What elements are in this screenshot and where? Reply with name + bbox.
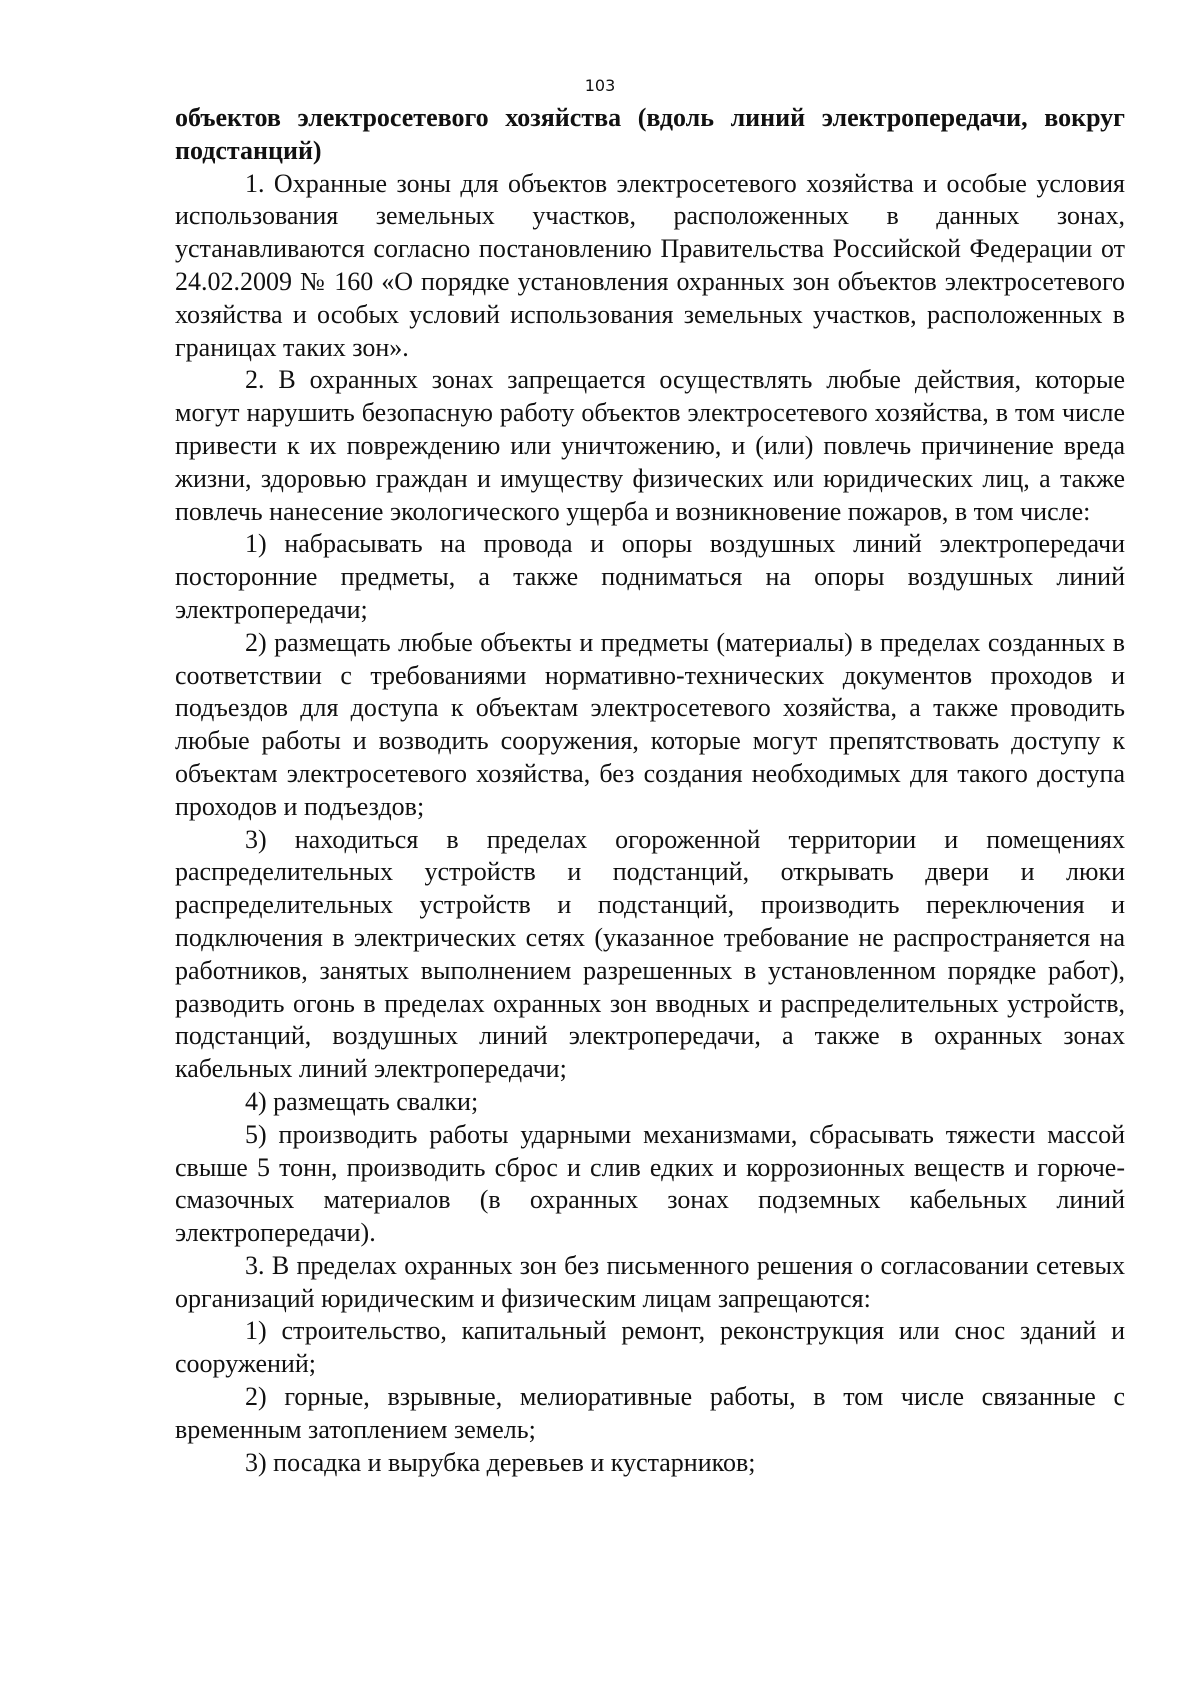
list-item-5: 5) производить работы ударными механизмами, сбрасывать тяжести массой свыше 5 тонн, производить сброс и слив едких и коррозионных веществ и горюче-смазочных материалов (в охранных зонах подземных кабельных линий электропередачи). — [175, 1119, 1125, 1248]
list-item-1: 1) набрасывать на провода и опоры воздушных линий электропередачи посторонние предметы, а также подниматься на опоры воздушных линий электропередачи; — [175, 529, 1125, 624]
document-body — [175, 102, 1125, 1479]
paragraph-3: 3. В пределах охранных зон без письменного решения о согласовании сетевых организаций юридическим и физическим лицам запрещаются: — [175, 1250, 1125, 1313]
list-item-4: 4) размещать свалки; — [245, 1086, 479, 1116]
list-item-3: 3) находиться в пределах огороженной территории и помещениях распределительных устройств и подстанций, открывать двери и люки распределительных устройств и подстанций, производить переключения и подключения в электрических сетях (указанное требование не распространяется на работников, занятых выполнением разрешенных в установленном порядке работ), разводить огонь в пределах охранных зон вводных и распределительных устройств, подстанций, воздушных линий электропередачи, а также в охранных зонах кабельных линий электропередачи; — [175, 824, 1125, 1084]
paragraph-1: 1. Охранные зоны для объектов электросетевого хозяйства и особые условия использования земельных участков, расположенных в данных зонах, устанавливаются согласно постановлению Правительства Российской Федерации от 24.02.2009 № 160 «О порядке установления охранных зон объектов электросетевого хозяйства и особых условий использования земельных участков, расположенных в границах таких зон». — [175, 168, 1125, 362]
list-item-8: 3) посадка и вырубка деревьев и кустарников; — [245, 1447, 756, 1477]
page-number: 103 — [584, 76, 616, 95]
list-item-7: 2) горные, взрывные, мелиоративные работы, в том числе связанные с временным затоплением земель; — [175, 1382, 1125, 1444]
paragraph-2: 2. В охранных зонах запрещается осуществлять любые действия, которые могут нарушить безопасную работу объектов электросетевого хозяйства, в том числе привести к их повреждению или уничтожению, и (или) повлечь причинение вреда жизни, здоровью граждан и имуществу физических или юридических лиц, а также повлечь нанесение экологического ущерба и возникновение пожаров, в том числе: — [175, 365, 1125, 526]
list-item-6: 1) строительство, капитальный ремонт, реконструкция или снос зданий и сооружений; — [175, 1316, 1125, 1379]
list-item-2: 2) размещать любые объекты и предметы (материалы) в пределах созданных в соответствии с требованиями нормативно-технических документов проходов и подъездов для доступа к объектам электросетевого хозяйства, а также проводить любые работы и возводить сооружения, которые могут препятствовать доступу к объектам электросетевого хозяйства, без создания необходимых для такого доступа проходов и подъездов; — [175, 627, 1125, 821]
section-heading: объектов электросетевого хозяйства (вдоль линий электропередачи, вокруг подстанций) — [175, 103, 1125, 165]
